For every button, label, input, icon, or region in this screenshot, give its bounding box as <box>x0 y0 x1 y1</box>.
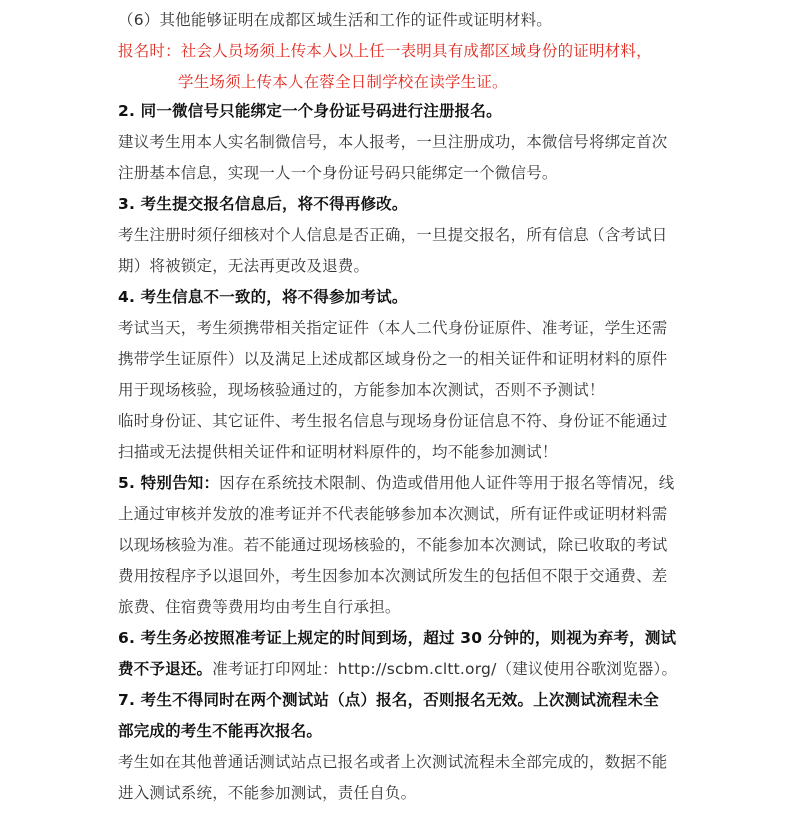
section-4-body-3: 用于现场核验，现场核验通过的，方能参加本次测试，否则不予测试！ <box>118 381 605 399</box>
signup-note-line-2: 学生场须上传本人在蓉全日制学校在读学生证。 <box>178 73 508 91</box>
section-5-body-1: 因存在系统技术限制、伪造或借用他人证件等用于报名等情况，线 <box>219 474 675 492</box>
section-3-body-1: 考生注册时须仔细核对个人信息是否正确，一旦提交报名，所有信息（含考试日 <box>118 226 668 244</box>
section-5-body-5: 旅费、住宿费等费用均由考生自行承担。 <box>118 598 401 616</box>
section-5-label: 5. 特别告知： <box>118 474 220 492</box>
section-5-body-3: 以现场核验为准。若不能通过现场核验的，不能参加本次测试，除已收取的考试 <box>118 536 668 554</box>
section-6-line-2 <box>118 659 677 679</box>
section-5-line-1 <box>118 473 674 493</box>
section-5-body-2: 上通过审核并发放的准考证并不代表能够参加本次测试，所有证件或证明材料需 <box>118 505 668 523</box>
section-7-body-1: 考生如在其他普通话测试站点已报名或者上次测试流程未全部完成的，数据不能 <box>118 753 668 771</box>
exam-ticket-url-text: 准考证打印网址：http://scbm.cltt.org/（建议使用谷歌浏览器）。 <box>212 660 678 678</box>
section-2-heading: 2. 同一微信号只能绑定一个身份证号码进行注册报名。 <box>118 102 502 120</box>
section-3-heading: 3. 考生提交报名信息后，将不得再修改。 <box>118 195 408 213</box>
section-6-heading-2: 费不予退还。 <box>118 660 213 678</box>
section-4-heading: 4. 考生信息不一致的，将不得参加考试。 <box>118 288 408 306</box>
signup-note-line-1: 报名时：社会人员场须上传本人以上任一表明具有成都区域身份的证明材料， <box>118 42 652 60</box>
intro-item-6: （6）其他能够证明在成都区域生活和工作的证件或证明材料。 <box>118 11 552 29</box>
section-7-heading-1: 7. 考生不得同时在两个测试站（点）报名，否则报名无效。上次测试流程未全 <box>118 691 659 709</box>
section-6-heading-1: 6. 考生务必按照准考证上规定的时间到场，超过 30 分钟的，则视为弃考，测试 <box>118 629 677 647</box>
section-4-body-1: 考试当天，考生须携带相关指定证件（本人二代身份证原件、准考证，学生还需 <box>118 319 668 337</box>
section-3-body-2: 期）将被锁定，无法再更改及退费。 <box>118 257 370 275</box>
section-7-heading-2: 部完成的考生不能再次报名。 <box>118 722 323 740</box>
section-2-body-2: 注册基本信息，实现一人一个身份证号码只能绑定一个微信号。 <box>118 164 558 182</box>
section-4-body-2: 携带学生证原件）以及满足上述成都区域身份之一的相关证件和证明材料的原件 <box>118 350 668 368</box>
section-2-body-1: 建议考生用本人实名制微信号，本人报考，一旦注册成功，本微信号将绑定首次 <box>118 133 668 151</box>
section-5-body-4: 费用按程序予以退回外，考生因参加本次测试所发生的包括但不限于交通费、差 <box>118 567 668 585</box>
section-7-body-2: 进入测试系统，不能参加测试，责任自负。 <box>118 784 417 802</box>
section-4-body-4: 临时身份证、其它证件、考生报名信息与现场身份证信息不符、身份证不能通过 <box>118 412 668 430</box>
section-4-body-5: 扫描或无法提供相关证件和证明材料原件的，均不能参加测试！ <box>118 443 558 461</box>
